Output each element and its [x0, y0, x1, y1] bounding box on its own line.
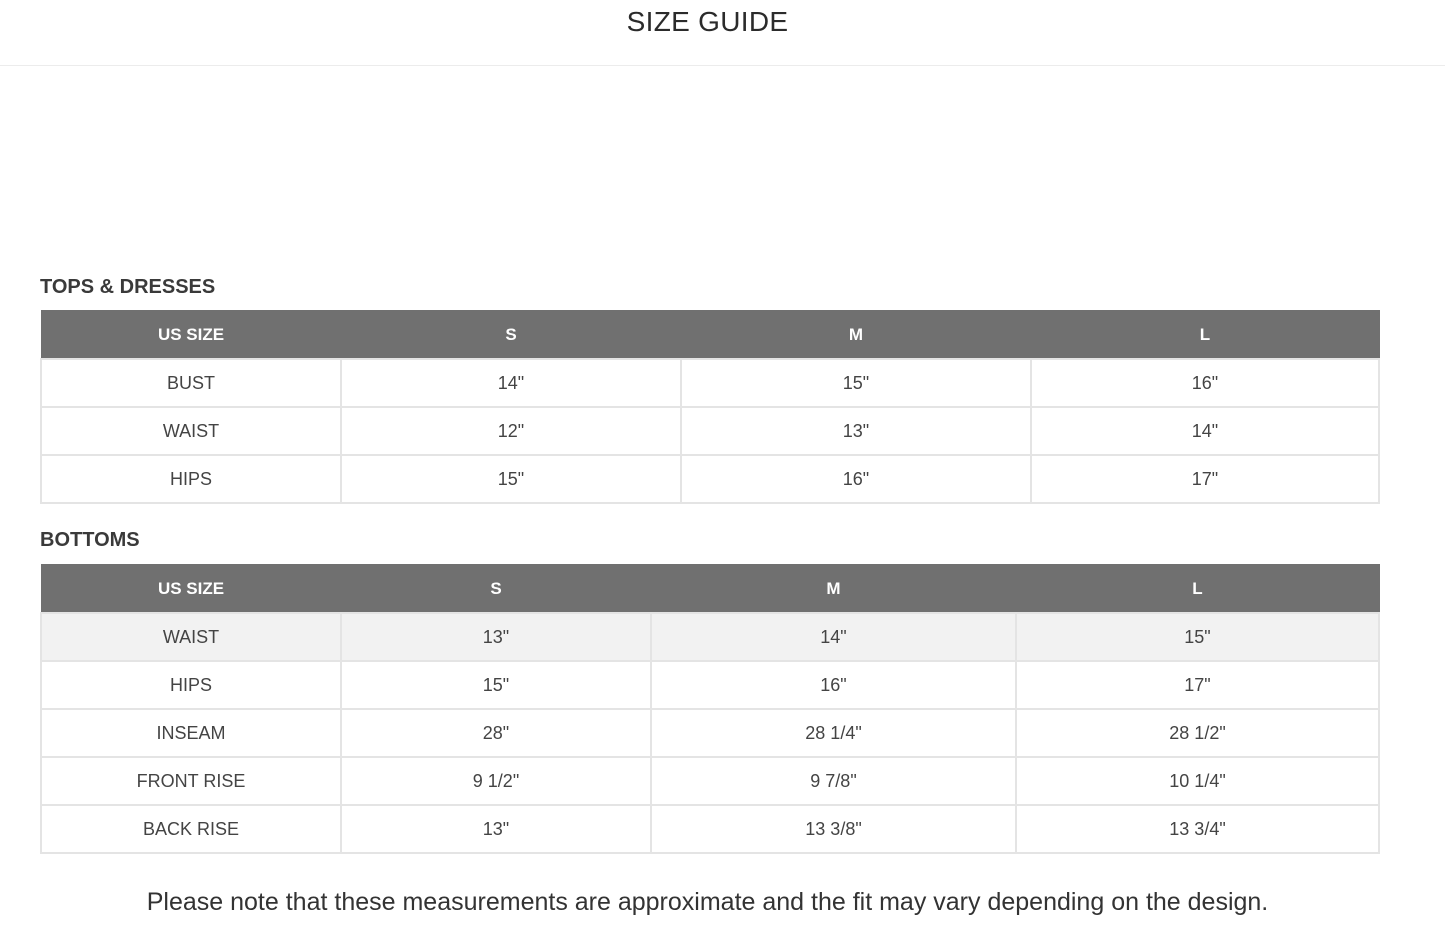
tops-section-title: TOPS & DRESSES — [40, 276, 216, 298]
table-cell: 14" — [341, 359, 681, 407]
row-label: FRONT RISE — [41, 757, 341, 805]
row-label: WAIST — [41, 407, 341, 455]
table-cell: 9 1/2" — [341, 757, 651, 805]
row-label: HIPS — [41, 661, 341, 709]
row-label: HIPS — [41, 455, 341, 503]
table-cell: 13 3/8" — [651, 805, 1016, 853]
table-cell: 28 1/2" — [1016, 709, 1379, 757]
table-cell: 16" — [681, 455, 1031, 503]
table-cell: 14" — [1031, 407, 1379, 455]
table-header-row — [41, 311, 1379, 360]
table-row — [41, 613, 1379, 661]
table-cell: 13 3/4" — [1016, 805, 1379, 853]
table-row — [41, 709, 1379, 757]
column-header: US SIZE — [41, 311, 341, 360]
table-cell: 15" — [341, 455, 681, 503]
row-label: BACK RISE — [41, 805, 341, 853]
bottoms-size-table — [40, 564, 1380, 854]
bottoms-section-title: BOTTOMS — [40, 529, 140, 551]
table-cell: 9 7/8" — [651, 757, 1016, 805]
table-cell: 15" — [1016, 613, 1379, 661]
table-header-row — [41, 565, 1379, 614]
measurement-note: Please note that these measurements are approximate and the fit may vary depending on the design. — [146, 888, 1269, 916]
row-label: INSEAM — [41, 709, 341, 757]
table-cell: 15" — [341, 661, 651, 709]
column-header: L — [1031, 311, 1379, 360]
table-row — [41, 407, 1379, 455]
column-header: US SIZE — [41, 565, 341, 614]
table-cell: 28 1/4" — [651, 709, 1016, 757]
column-header: S — [341, 565, 651, 614]
table-cell: 15" — [681, 359, 1031, 407]
table-cell: 12" — [341, 407, 681, 455]
column-header: M — [651, 565, 1016, 614]
table-row — [41, 359, 1379, 407]
table-cell: 10 1/4" — [1016, 757, 1379, 805]
table-cell: 17" — [1016, 661, 1379, 709]
modal-header — [0, 0, 1445, 66]
table-row — [41, 805, 1379, 853]
table-cell: 13" — [341, 805, 651, 853]
row-label: BUST — [41, 359, 341, 407]
column-header: M — [681, 311, 1031, 360]
table-cell: 17" — [1031, 455, 1379, 503]
table-row — [41, 757, 1379, 805]
tops-size-table — [40, 310, 1380, 504]
table-row — [41, 661, 1379, 709]
table-cell: 13" — [681, 407, 1031, 455]
table-cell: 13" — [341, 613, 651, 661]
table-cell: 14" — [651, 613, 1016, 661]
table-row — [41, 455, 1379, 503]
page-title: SIZE GUIDE — [626, 6, 789, 37]
table-cell: 16" — [651, 661, 1016, 709]
column-header: S — [341, 311, 681, 360]
column-header: L — [1016, 565, 1379, 614]
row-label: WAIST — [41, 613, 341, 661]
table-cell: 16" — [1031, 359, 1379, 407]
table-cell: 28" — [341, 709, 651, 757]
